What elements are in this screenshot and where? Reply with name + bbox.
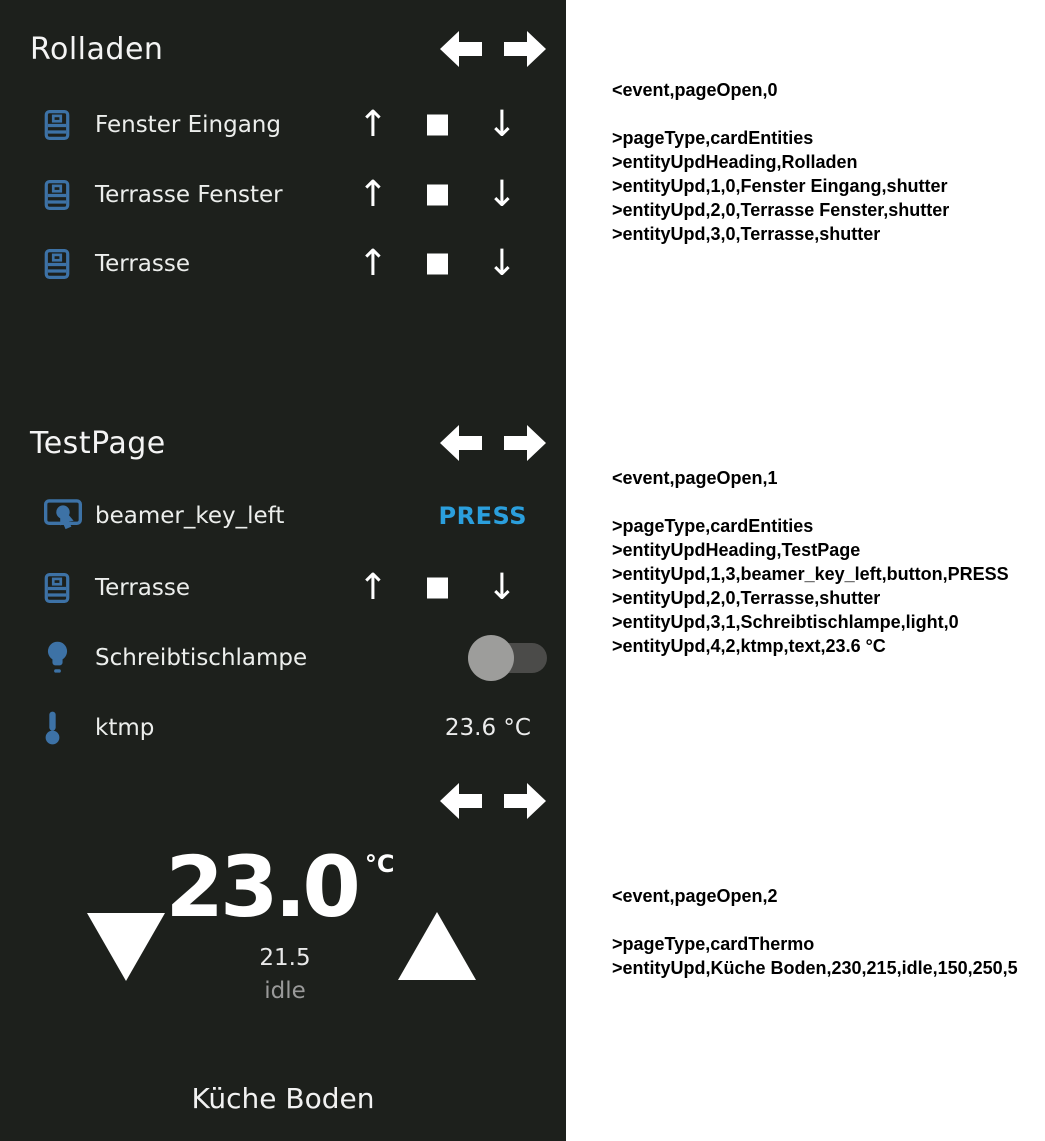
prev-page-icon[interactable] — [440, 782, 482, 820]
press-button[interactable]: PRESS — [438, 502, 527, 530]
log-line: >entityUpd,3,0,Terrasse,shutter — [612, 224, 881, 244]
shutter-down-button[interactable]: ↓ — [486, 174, 518, 215]
page-title: TestPage — [30, 426, 166, 461]
gesture-tap-button-icon — [44, 499, 82, 533]
entity-name: Terrasse Fenster — [95, 182, 283, 208]
window-shutter-icon — [44, 180, 70, 210]
log-line-blank — [612, 490, 1042, 514]
entity-row — [0, 171, 566, 219]
log-line: >entityUpd,2,0,Terrasse Fenster,shutter — [612, 200, 950, 220]
shutter-stop-button[interactable] — [427, 185, 448, 206]
log-block-page2 — [612, 884, 1042, 980]
light-toggle-switch[interactable] — [470, 643, 547, 673]
entity-name: ktmp — [95, 715, 155, 741]
current-temperature-value: 23.0 — [165, 838, 357, 936]
shutter-stop-button[interactable] — [427, 115, 448, 136]
log-line: >entityUpd,1,3,beamer_key_left,button,PRESS — [612, 564, 1009, 584]
next-page-icon[interactable] — [504, 424, 546, 462]
window-shutter-icon — [44, 249, 70, 279]
hvac-status: idle — [264, 978, 306, 1004]
shutter-up-button[interactable]: ↑ — [357, 243, 389, 284]
entity-row — [0, 240, 566, 288]
entity-name: Terrasse — [95, 575, 191, 601]
log-line: <event,pageOpen,1 — [612, 468, 778, 488]
log-line: >entityUpd,4,2,ktmp,text,23.6 °C — [612, 636, 886, 656]
next-page-icon[interactable] — [504, 782, 546, 820]
shutter-up-button[interactable]: ↑ — [357, 174, 389, 215]
log-block-page0 — [612, 78, 1042, 246]
log-line: >entityUpd,3,1,Schreibtischlampe,light,0 — [612, 612, 959, 632]
shutter-up-button[interactable]: ↑ — [357, 567, 389, 608]
log-line-blank — [612, 908, 1042, 932]
setpoint-increase-button[interactable] — [398, 912, 476, 980]
shutter-up-button[interactable]: ↑ — [357, 104, 389, 145]
thermometer-icon — [44, 710, 61, 746]
entity-row — [0, 492, 566, 540]
setpoint-decrease-button[interactable] — [87, 913, 165, 981]
entity-row — [0, 101, 566, 149]
entity-name: Fenster Eingang — [95, 112, 281, 138]
log-line: <event,pageOpen,2 — [612, 886, 778, 906]
log-line: <event,pageOpen,0 — [612, 80, 778, 100]
entity-name: beamer_key_left — [95, 503, 285, 529]
log-line: >pageType,cardThermo — [612, 934, 815, 954]
log-line: >pageType,cardEntities — [612, 516, 814, 536]
prev-page-icon[interactable] — [440, 424, 482, 462]
log-line: >pageType,cardEntities — [612, 128, 814, 148]
shutter-down-button[interactable]: ↓ — [486, 104, 518, 145]
log-line: >entityUpd,Küche Boden,230,215,idle,150,250,5 — [612, 958, 1018, 978]
lightbulb-icon — [44, 640, 71, 676]
sensor-value: 23.6 °C — [444, 715, 531, 741]
shutter-stop-button[interactable] — [427, 254, 448, 275]
entity-name: Schreibtischlampe — [95, 645, 308, 671]
entity-name: Terrasse — [95, 251, 191, 277]
entity-row — [0, 634, 566, 682]
log-line: >entityUpdHeading,Rolladen — [612, 152, 858, 172]
entity-row — [0, 564, 566, 612]
current-temperature — [130, 838, 430, 936]
shutter-down-button[interactable]: ↓ — [486, 243, 518, 284]
log-line-blank — [612, 102, 1042, 126]
page-title: Rolladen — [30, 32, 164, 67]
shutter-stop-button[interactable] — [427, 578, 448, 599]
window-shutter-icon — [44, 573, 70, 603]
entity-row — [0, 704, 566, 752]
toggle-knob — [468, 635, 514, 681]
temperature-unit: °C — [364, 850, 395, 878]
next-page-icon[interactable] — [504, 30, 546, 68]
log-line: >entityUpdHeading,TestPage — [612, 540, 861, 560]
shutter-down-button[interactable]: ↓ — [486, 567, 518, 608]
window-shutter-icon — [44, 110, 70, 140]
thermostat-name: Küche Boden — [191, 1082, 375, 1115]
setpoint-value: 21.5 — [259, 945, 311, 971]
log-line: >entityUpd,2,0,Terrasse,shutter — [612, 588, 881, 608]
log-line: >entityUpd,1,0,Fenster Eingang,shutter — [612, 176, 948, 196]
prev-page-icon[interactable] — [440, 30, 482, 68]
log-block-page1 — [612, 466, 1042, 658]
